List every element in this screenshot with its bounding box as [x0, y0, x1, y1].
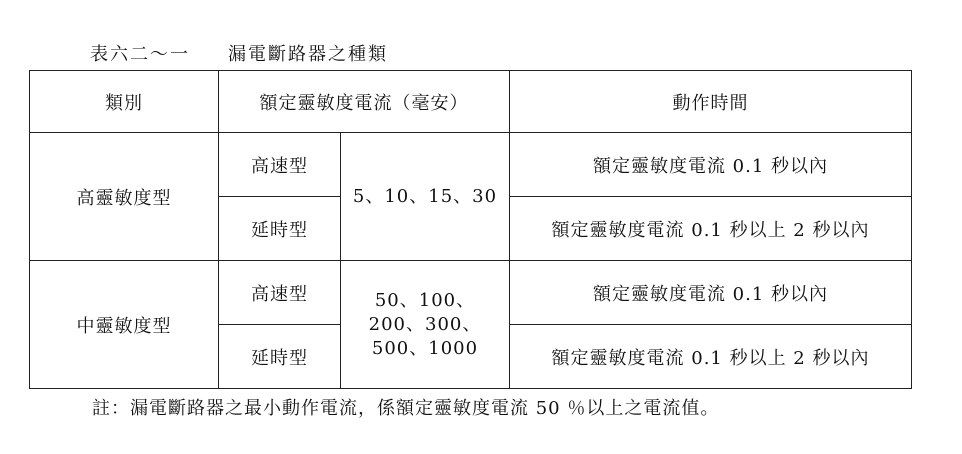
- type-cell: 高速型: [219, 261, 341, 325]
- table-row: [30, 133, 912, 197]
- header-time: 動作時間: [510, 71, 912, 133]
- time-cell: 額定靈敏度電流 0.1 秒以上 2 秒以內: [510, 325, 912, 389]
- current-line: 5、10、15、30: [352, 185, 498, 207]
- header-category: 類別: [30, 71, 219, 133]
- table-number: 表六二～一: [90, 44, 190, 65]
- current-line: 500、1000: [371, 337, 479, 359]
- category-cell: 中靈敏度型: [30, 261, 219, 389]
- type-cell: 延時型: [219, 197, 341, 261]
- time-cell: 額定靈敏度電流 0.1 秒以上 2 秒以內: [510, 197, 912, 261]
- header-row: [30, 71, 912, 133]
- time-cell: 額定靈敏度電流 0.1 秒以內: [510, 261, 912, 325]
- header-current: 額定靈敏度電流（毫安）: [219, 71, 510, 133]
- current-line: 200、300、: [368, 313, 482, 335]
- breaker-types-table: [29, 70, 912, 389]
- table-footnote: 註：漏電斷路器之最小動作電流，係額定靈敏度電流 50 ％以上之電流值。: [92, 398, 720, 419]
- type-cell: 高速型: [219, 133, 341, 197]
- time-cell: 額定靈敏度電流 0.1 秒以內: [510, 133, 912, 197]
- category-cell: 高靈敏度型: [30, 133, 219, 261]
- table-row: [30, 261, 912, 325]
- table-caption: [90, 40, 388, 66]
- current-cell: [341, 133, 510, 261]
- type-cell: 延時型: [219, 325, 341, 389]
- table-title: 漏電斷路器之種類: [228, 44, 388, 65]
- current-line: 50、100、: [374, 289, 476, 311]
- current-cell: [341, 261, 510, 389]
